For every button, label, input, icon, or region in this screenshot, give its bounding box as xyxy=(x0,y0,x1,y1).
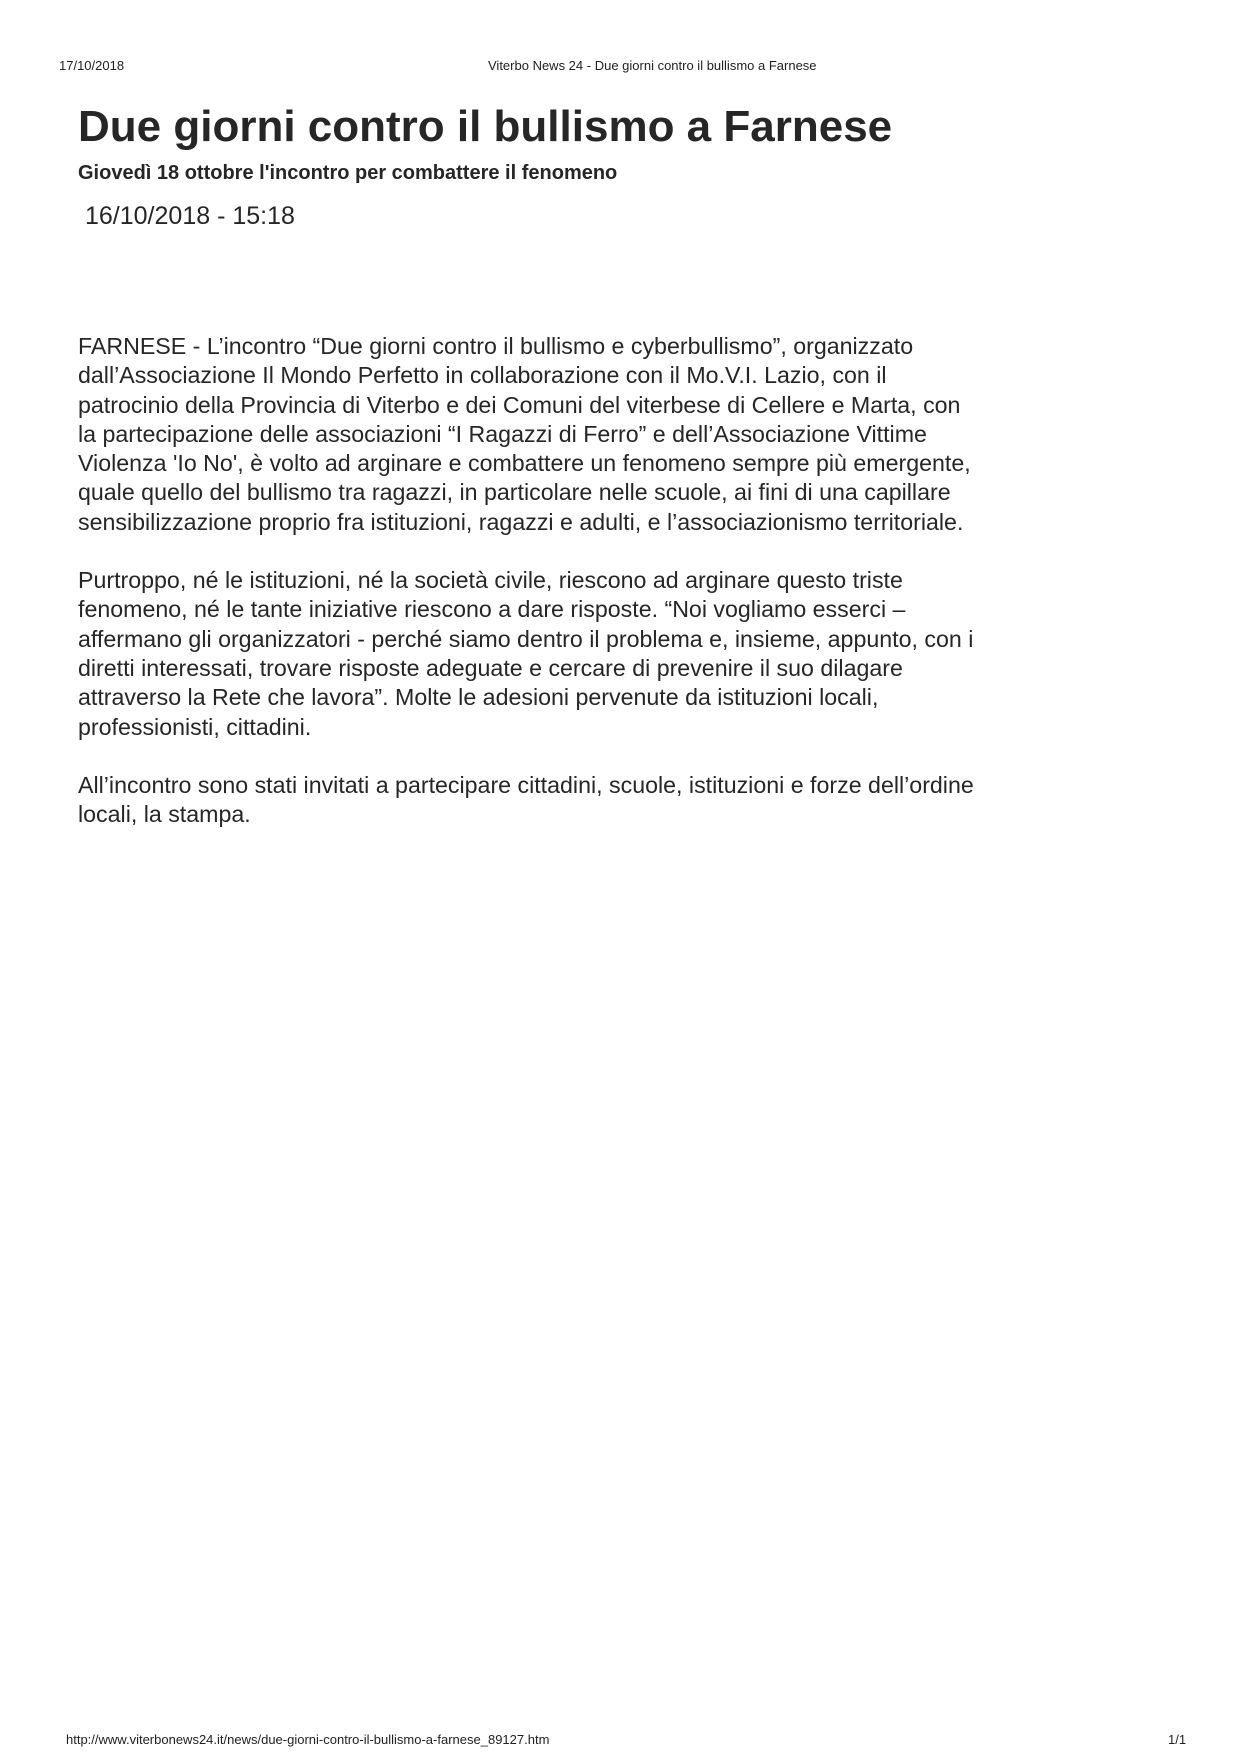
paragraph-line: sensibilizzazione proprio fra istituzioni, ragazzi e adulti, e l’associazionismo territoriale. xyxy=(78,508,964,535)
paragraph-line: Violenza 'Io No', è volto ad arginare e combattere un fenomeno sempre più emergente, xyxy=(78,450,971,477)
paragraph-line: affermano gli organizzatori - perché siamo dentro il problema e, insieme, appunto, con i xyxy=(78,625,974,652)
paragraph-line: Purtroppo, né le istituzioni, né la società civile, riescono ad arginare questo triste xyxy=(78,567,903,594)
print-date: 17/10/2018 xyxy=(59,58,125,73)
paragraph-line: FARNESE - L’incontro “Due giorni contro il bullismo e cyberbullismo”, organizzato xyxy=(78,333,914,359)
article-body xyxy=(78,332,1158,858)
paragraph-line: attraverso la Rete che lavora”. Molte le adesioni pervenute da istituzioni locali, xyxy=(78,684,879,711)
paragraph-line: fenomeno, né le tante iniziative riescono a dare risposte. “Noi vogliamo esserci – xyxy=(78,596,906,623)
article-paragraph xyxy=(78,332,1158,537)
article-title: Due giorni contro il bullismo a Farnese xyxy=(78,102,893,151)
page-count: 1/1 xyxy=(1168,1732,1187,1747)
paragraph-line: professionisti, cittadini. xyxy=(78,713,312,740)
article-paragraph xyxy=(78,771,1158,830)
article-published-date: 16/10/2018 - 15:18 xyxy=(85,202,295,230)
article-subtitle: Giovedì 18 ottobre l'incontro per combattere il fenomeno xyxy=(78,162,618,184)
paragraph-line: patrocinio della Provincia di Viterbo e dei Comuni del viterbese di Cellere e Marta, con xyxy=(78,391,961,418)
print-page-title: Viterbo News 24 - Due giorni contro il bullismo a Farnese xyxy=(488,58,817,73)
paragraph-line: quale quello del bullismo tra ragazzi, in particolare nelle scuole, ai fini di una capillare xyxy=(78,479,951,506)
source-url-link[interactable]: http://www.viterbonews24.it/news/due-giorni-contro-il-bullismo-a-farnese_89127.htm xyxy=(66,1732,550,1747)
paragraph-line: locali, la stampa. xyxy=(78,801,251,828)
paragraph-line: dall’Associazione Il Mondo Perfetto in collaborazione con il Mo.V.I. Lazio, con il xyxy=(78,362,887,389)
paragraph-line: diretti interessati, trovare risposte adeguate e cercare di prevenire il suo dilagare xyxy=(78,654,903,681)
article-paragraph xyxy=(78,566,1158,742)
paragraph-line: All’incontro sono stati invitati a partecipare cittadini, scuole, istituzioni e forze dell’ordine xyxy=(78,771,974,798)
paragraph-line: la partecipazione delle associazioni “I Ragazzi di Ferro” e dell’Associazione Vittime xyxy=(78,420,927,447)
